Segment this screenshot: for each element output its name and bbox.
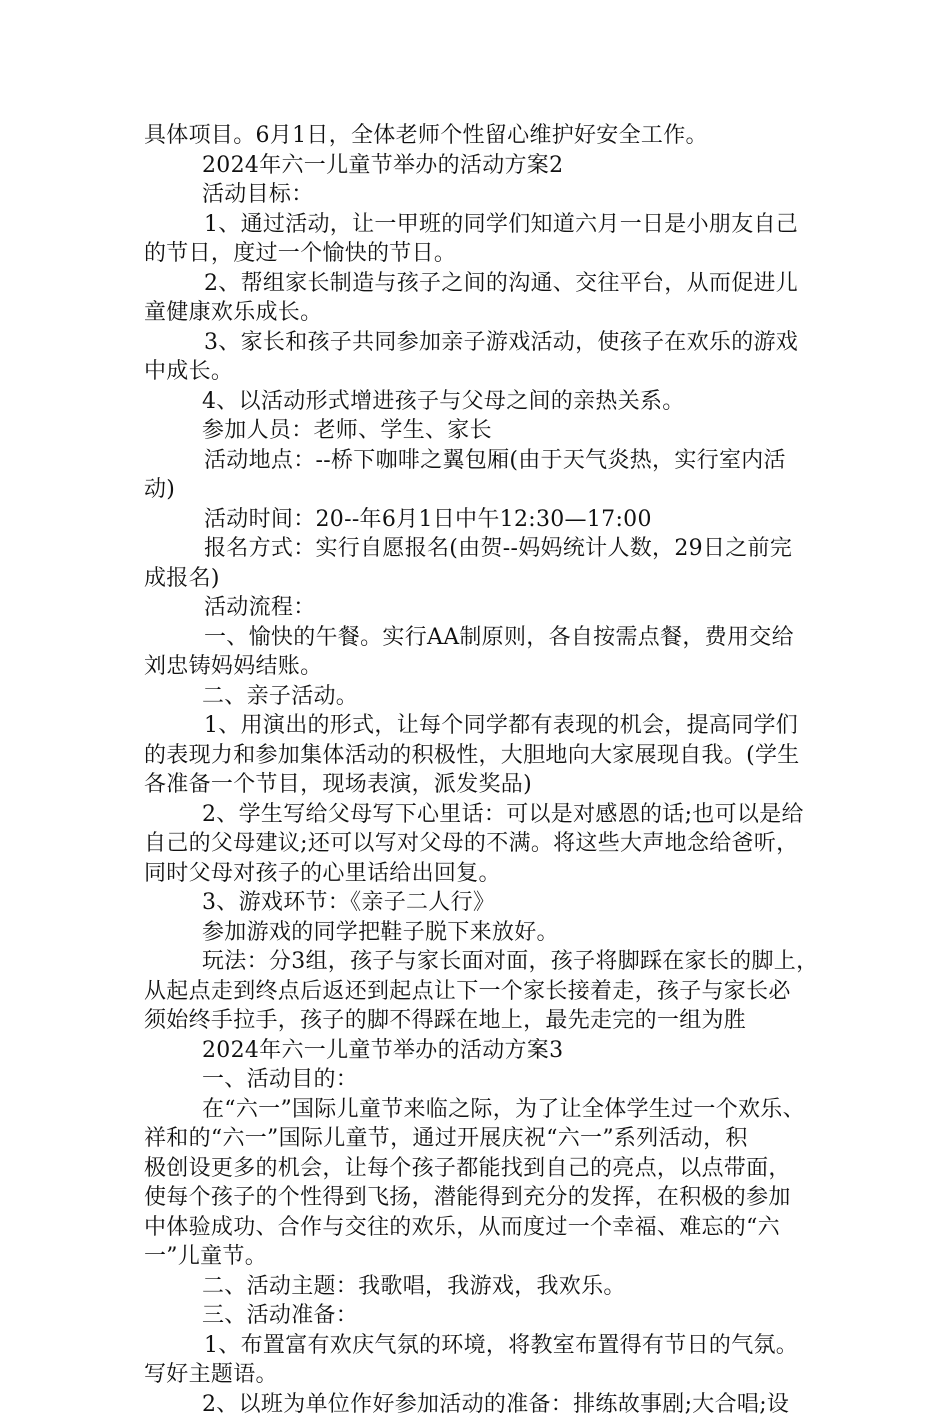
text-line: 具体项目。6月1日，全体老师个性留心维护好安全工作。 xyxy=(144,121,814,151)
text-line: 1、用演出的形式，让每个同学都有表现的机会，提高同学们 xyxy=(144,711,814,741)
text-line: 活动目标： xyxy=(144,180,814,210)
text-line: 2、帮组家长制造与孩子之间的沟通、交往平台，从而促进儿 xyxy=(144,269,814,299)
text-line: 2024年六一儿童节举办的活动方案2 xyxy=(144,151,814,181)
document-body xyxy=(144,121,814,1419)
text-line: 同时父母对孩子的心里话给出回复。 xyxy=(144,859,814,889)
text-line: 二、活动主题：我歌唱，我游戏，我欢乐。 xyxy=(144,1272,814,1302)
text-line: 参加人员：老师、学生、家长 xyxy=(144,416,814,446)
text-line: 1、布置富有欢庆气氛的环境，将教室布置得有节日的气氛。 xyxy=(144,1331,814,1361)
text-line: 的节日，度过一个愉快的节日。 xyxy=(144,239,814,269)
text-line: 玩法：分3组，孩子与家长面对面，孩子将脚踩在家长的脚上， xyxy=(144,947,814,977)
text-line: 一、活动目的： xyxy=(144,1065,814,1095)
text-line: 2024年六一儿童节举办的活动方案3 xyxy=(144,1036,814,1066)
text-line: 报名方式：实行自愿报名(由贺--妈妈统计人数，29日之前完 xyxy=(144,534,814,564)
text-line: 动) xyxy=(144,475,814,505)
text-line: 各准备一个节目，现场表演，派发奖品) xyxy=(144,770,814,800)
text-line: 童健康欢乐成长。 xyxy=(144,298,814,328)
text-line: 参加游戏的同学把鞋子脱下来放好。 xyxy=(144,918,814,948)
text-line: 3、家长和孩子共同参加亲子游戏活动，使孩子在欢乐的游戏 xyxy=(144,328,814,358)
text-line: 在“六一”国际儿童节来临之际，为了让全体学生过一个欢乐、 xyxy=(144,1095,814,1125)
text-line: 刘忠铸妈妈结账。 xyxy=(144,652,814,682)
text-line: 一”儿童节。 xyxy=(144,1242,814,1272)
text-line: 2、学生写给父母写下心里话：可以是对感恩的话;也可以是给 xyxy=(144,800,814,830)
text-line: 极创设更多的机会，让每个孩子都能找到自己的亮点，以点带面， xyxy=(144,1154,814,1184)
text-line: 祥和的“六一”国际儿童节，通过开展庆祝“六一”系列活动，积 xyxy=(144,1124,814,1154)
text-line: 一、愉快的午餐。实行AA制原则，各自按需点餐，费用交给 xyxy=(144,623,814,653)
text-line: 活动时间：20--年6月1日中午12:30—17:00 xyxy=(144,505,814,535)
text-line: 写好主题语。 xyxy=(144,1360,814,1390)
text-line: 成报名) xyxy=(144,564,814,594)
text-line: 须始终手拉手，孩子的脚不得踩在地上，最先走完的一组为胜 xyxy=(144,1006,814,1036)
text-line: 从起点走到终点后返还到起点让下一个家长接着走，孩子与家长必 xyxy=(144,977,814,1007)
text-line: 活动地点：--桥下咖啡之翼包厢(由于天气炎热，实行室内活 xyxy=(144,446,814,476)
text-line: 自己的父母建议;还可以写对父母的不满。将这些大声地念给爸听， xyxy=(144,829,814,859)
text-line: 中成长。 xyxy=(144,357,814,387)
text-line: 4、以活动形式增进孩子与父母之间的亲热关系。 xyxy=(144,387,814,417)
text-line: 2、以班为单位作好参加活动的准备：排练故事剧;大合唱;设 xyxy=(144,1390,814,1419)
text-line: 使每个孩子的个性得到飞扬，潜能得到充分的发挥，在积极的参加 xyxy=(144,1183,814,1213)
text-line: 中体验成功、合作与交往的欢乐，从而度过一个幸福、难忘的“六 xyxy=(144,1213,814,1243)
text-line: 三、活动准备： xyxy=(144,1301,814,1331)
text-line: 二、亲子活动。 xyxy=(144,682,814,712)
text-line: 1、通过活动，让一甲班的同学们知道六月一日是小朋友自己 xyxy=(144,210,814,240)
text-line: 的表现力和参加集体活动的积极性，大胆地向大家展现自我。(学生 xyxy=(144,741,814,771)
text-line: 活动流程： xyxy=(144,593,814,623)
text-line: 3、游戏环节：《亲子二人行》 xyxy=(144,888,814,918)
